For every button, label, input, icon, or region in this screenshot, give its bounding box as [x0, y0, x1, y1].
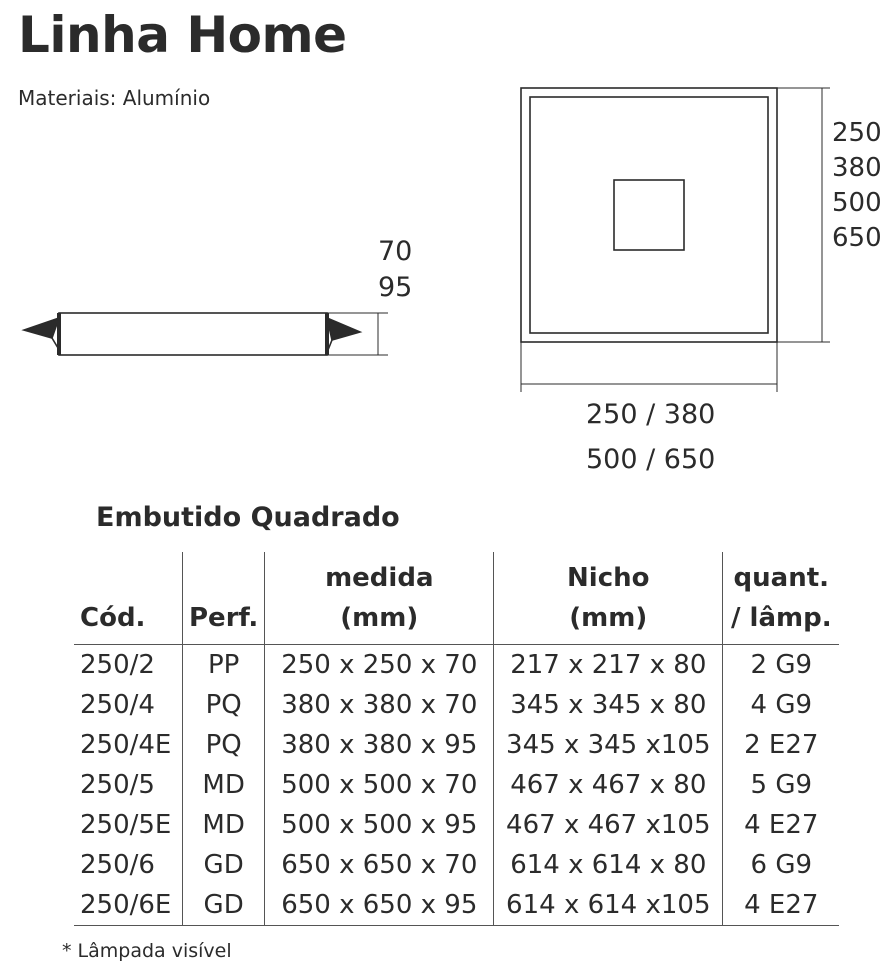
header-line: quant.	[733, 563, 830, 593]
cell-medida: 250 x 250 x 70	[265, 645, 494, 686]
cell-cod: 250/5E	[80, 810, 172, 840]
cell-medida: 380 x 380 x 95	[265, 725, 494, 765]
cell-cod: 250/4	[80, 690, 155, 720]
cell-quant: 5 G9	[723, 765, 840, 805]
cell-nicho: 467 x 467 x105	[494, 805, 723, 845]
cell-quant: 4 G9	[723, 685, 840, 725]
cell-nicho: 345 x 345 x 80	[494, 685, 723, 725]
dim-value: 500	[832, 188, 882, 218]
cell-medida: 650 x 650 x 70	[265, 845, 494, 885]
cell-quant: 4 E27	[723, 885, 840, 926]
table-row	[74, 885, 839, 926]
cell-perf: MD	[183, 765, 265, 805]
cell-cod: 250/6E	[74, 885, 183, 926]
dim-value: 380	[832, 153, 882, 183]
cell-quant: 6 G9	[723, 845, 840, 885]
header-line: / lâmp.	[730, 603, 832, 633]
top-view-drawing	[521, 88, 830, 392]
top-side-dims	[832, 116, 882, 256]
cell-perf: PP	[183, 645, 265, 686]
header-line: medida	[325, 563, 434, 593]
table-row	[74, 725, 839, 765]
dim-value: 250 / 380	[586, 399, 716, 430]
header-line: Perf.	[189, 603, 259, 633]
table-row	[74, 685, 839, 725]
cell-medida: 650 x 650 x 95	[265, 885, 494, 926]
cell-perf: MD	[183, 805, 265, 845]
header-line: Cód.	[80, 603, 146, 633]
table-row	[74, 765, 839, 805]
header-line: (mm)	[340, 603, 419, 633]
cell-perf: PQ	[183, 685, 265, 725]
cell-cod: 250/2	[80, 650, 155, 680]
side-view-drawing	[24, 313, 388, 355]
dim-value: 650	[832, 223, 882, 253]
table-row	[74, 805, 839, 845]
header-line: Nicho	[567, 563, 650, 593]
cell-perf: GD	[183, 885, 265, 926]
header-perf	[183, 552, 265, 645]
cell-cod: 250/6	[80, 850, 155, 880]
header-cod	[74, 552, 183, 645]
footnote: * Lâmpada visível	[62, 940, 232, 962]
cell-cod: 250/4E	[80, 730, 172, 760]
cell-nicho: 217 x 217 x 80	[494, 645, 723, 686]
header-nicho	[494, 552, 723, 645]
header-line: (mm)	[569, 603, 648, 633]
side-height-dims	[378, 234, 412, 306]
cell-nicho: 614 x 614 x105	[494, 885, 723, 926]
cell-nicho: 345 x 345 x105	[494, 725, 723, 765]
specs-table	[74, 552, 839, 926]
cell-cod: 250/5	[80, 770, 155, 800]
cell-perf: PQ	[183, 725, 265, 765]
cell-medida: 500 x 500 x 95	[265, 805, 494, 845]
dim-value: 70	[378, 236, 413, 267]
bottom-width-dims	[586, 392, 715, 482]
cell-nicho: 614 x 614 x 80	[494, 845, 723, 885]
table-row	[74, 845, 839, 885]
dim-value: 95	[378, 272, 413, 303]
header-quant	[723, 552, 840, 645]
cell-quant: 4 E27	[723, 805, 840, 845]
dim-value: 250	[832, 118, 882, 148]
dim-value: 500 / 650	[586, 444, 716, 475]
cell-medida: 500 x 500 x 70	[265, 765, 494, 805]
materials-label: Materiais: Alumínio	[18, 86, 211, 110]
cell-quant: 2 G9	[723, 645, 840, 686]
cell-nicho: 467 x 467 x 80	[494, 765, 723, 805]
cell-perf: GD	[183, 845, 265, 885]
table-row	[74, 645, 839, 686]
section-title: Embutido Quadrado	[96, 502, 400, 533]
cell-medida: 380 x 380 x 70	[265, 685, 494, 725]
page-title: Linha Home	[18, 6, 347, 64]
cell-quant: 2 E27	[723, 725, 840, 765]
table-header-row	[74, 552, 839, 645]
header-medida	[265, 552, 494, 645]
technical-drawing	[0, 0, 891, 480]
